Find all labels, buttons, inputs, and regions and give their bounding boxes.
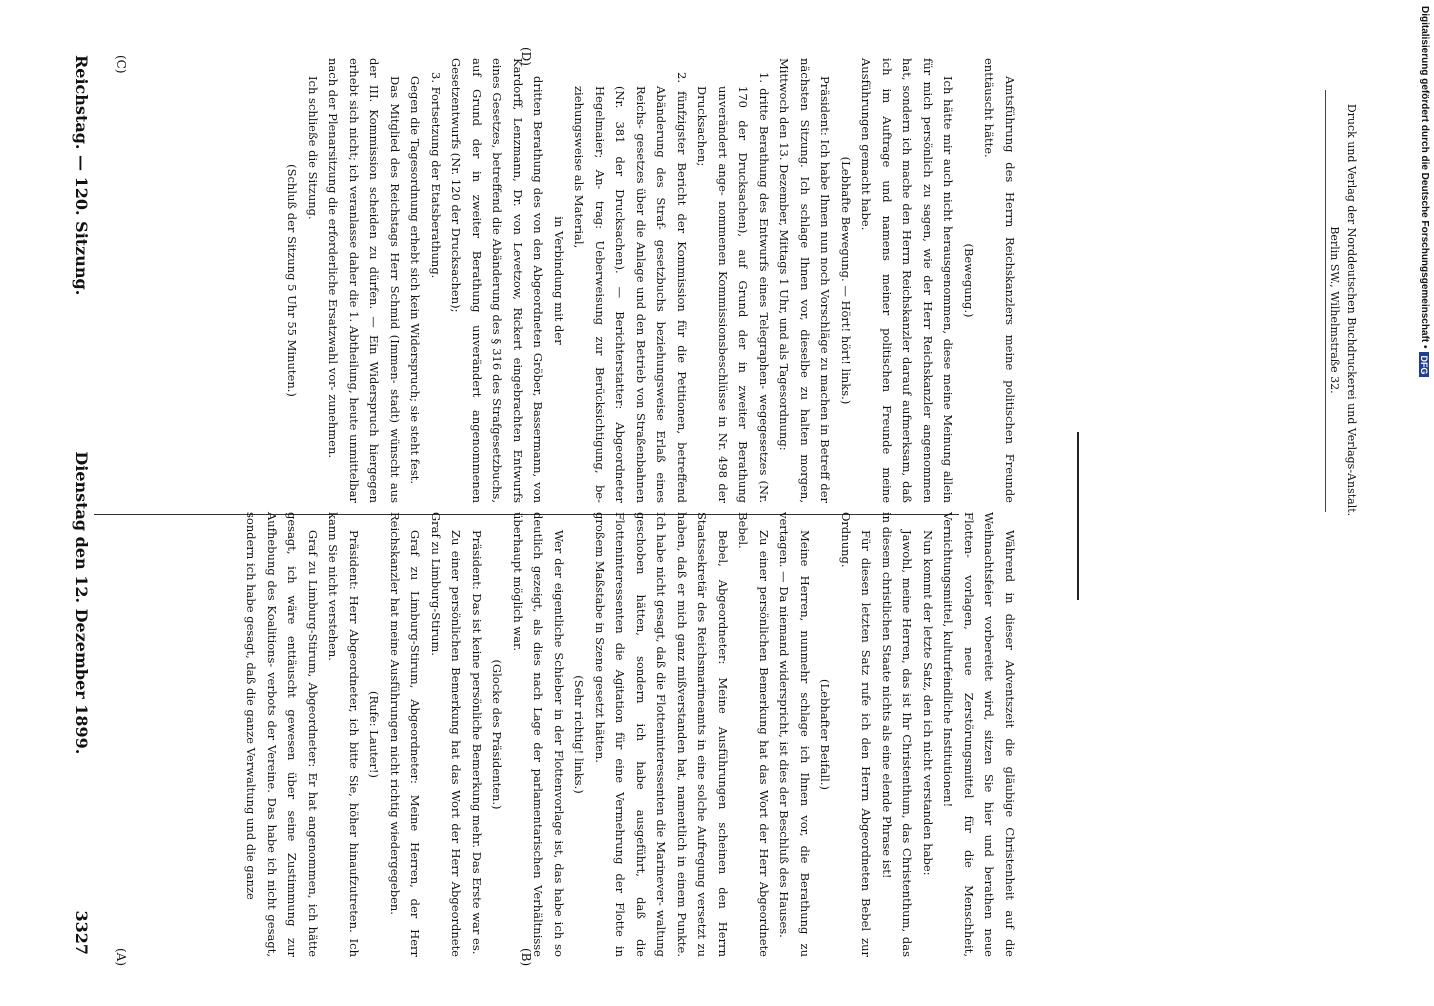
margin-mark-b: (B)	[519, 948, 533, 967]
left_column-paragraph: (Rufe: Lauter!)	[367, 690, 382, 779]
left_column-paragraph: (Sehr richtig! links.)	[572, 675, 587, 794]
digitization-note	[1419, 6, 1430, 1006]
imprint-line-2: Berlin SW., Wilhelmstraße 32.	[1328, 226, 1341, 394]
left_column-paragraph: Graf zu Limburg-Stirum, Abgeordneter: Meine Herren, der Herr Reichskanzler hat meine Ausführungen nicht richtig wiedergegeben.	[388, 512, 423, 957]
right_column-paragraph: 3. Fortsetzung der Etatsberathung.	[429, 72, 443, 279]
left_column-paragraph: Jawohl, meine Herren, das ist Ihr Christenthum, das Christenthum, das in diesem christlichen Staate nichts als eine elende Phrase ist!	[880, 512, 915, 957]
left_column-paragraph: Präsident: Herr Abgeordneter, ich bitte Sie, höher hinaufzutreten. Ich kann Sie nicht verstehen.	[326, 512, 361, 957]
left_column-paragraph: (Lebhafter Beifall.)	[818, 679, 833, 790]
right_column-paragraph: (Schluß der Sitzung 5 Uhr 55 Minuten.)	[285, 164, 300, 397]
right_column-paragraph: 2. fünfzigster Bericht der Kommission für die Petitionen, betreffend Abänderung des Straf- gesetzbuchs beziehungsweise Erlaß eines Reichs- gesetzes über die Anlage und den Betrieb von Straßenbahnen (Nr. 381 der Drucksachen). — Berichterstatter: Abgeordneter Hegelmaier; An- trag: Ueberweisung zur Berücksichtigung, be- ziehungsweise als Material,	[572, 72, 689, 503]
digitization-text: Digitalisierung gefördert durch die Deutsche Forschungsgemeinschaft •	[1419, 6, 1430, 349]
right-column-body	[285, 58, 1020, 503]
left_column-paragraph: Zu einer persönlichen Bemerkung hat das Wort der Herr Abgeordnete Bebel.	[736, 512, 771, 957]
left_column-paragraph: Zu einer persönlichen Bemerkung hat das Wort der Herr Abgeordnete Graf zu Limburg-Stirum.	[429, 512, 464, 957]
closing-rule	[1077, 432, 1079, 600]
left_column-paragraph: Bebel, Abgeordneter: Meine Ausführungen scheinen den Herrn Staatssekretär des Reichsmarineamts in eine solche Aufregung versetzt zu haben, daß er mich ganz mißverstanden hat, namentlich in einem Punkte. Ich habe nicht gesagt, daß die Flotteninteressenten die Marinever- waltung geschoben hätten, sondern ich habe ausgeführt, daß die Flotteninteressenten die Agitation für eine Vermehrung der Flotte in großem Maßstabe in Szene gesetzt hätten.	[593, 512, 730, 957]
left_column-paragraph: Während in dieser Adventszeit die gläubige Christenheit auf die Weihnachtsfeier vorbereitet wird, sitzen Sie hier und berathen neue Flotten- vorlagen, neue Zerstörungsmittel für die Menschheit, Vernichtungsmittel, kulturfeindliche Institutionen!	[941, 512, 1017, 957]
right_column-paragraph: Präsident: Ich habe Ihnen nun noch Vorschläge zu machen in Betreff der nächsten Sitzung. Ich schlage Ihnen vor, dieselbe zu halten morgen, Mittwoch den 13. Dezember, Mittags 1 Uhr, und als Tagesordnung:	[777, 58, 833, 503]
right_column-paragraph: Das Mitglied des Reichstags Herr Schmid (Immen- stadt) wünscht aus der III. Kommission scheiden zu dürfen. — Ein Widerspruch hiergegen erhebt sich nicht; ich veranlasse daher die 1. Abtheilung, heute unmittelbar nach der Plenarsitzung die erforderliche Ersatzwahl vor- zunehmen.	[326, 58, 402, 503]
margin-mark-a: (A)	[114, 948, 128, 967]
right_column-paragraph: in Verbindung mit der	[552, 216, 566, 345]
left_column-paragraph: (Glocke des Präsidenten.)	[490, 659, 505, 810]
page-number: 3327	[72, 910, 91, 955]
left_column-paragraph: Wer der eigentliche Schieber in der Flottenvorlage ist, das habe ich so deutlich gezeigt, als dies nach Lage der parlamentarischen Verhältnisse überhaupt möglich war.	[511, 512, 566, 957]
right_column-paragraph: Ich hätte mir auch nicht herausgenommen, diese meine Meinung allein für mich persönlich zu sagen, wie der Herr Reichskanzler angenommen hat, sondern ich mache den Herrn Reichskanzler darauf aufmerksam, daß ich im Auftrage und namens meiner politischen Freunde meine Ausführungen gemacht habe.	[859, 58, 956, 503]
right_column-paragraph: Gegen die Tagesordnung erhebt sich kein Widerspruch; sie steht fest.	[408, 76, 423, 484]
right_column-paragraph: Amtsführung des Herrn Reichskanzlers meine politischen Freunde enttäuscht hätte.	[982, 58, 1017, 503]
right_column-paragraph: (Lebhafte Bewegung. — Hört! hört! links.)	[839, 156, 853, 405]
header-date: Dienstag den 12. Dezember 1899.	[72, 451, 91, 755]
left_column-paragraph: Für diesen letzten Satz rufe ich den Herrn Abgeordneten Bebel zur Ordnung.	[839, 512, 874, 957]
margin-mark-d: (D)	[519, 47, 533, 66]
right_column-paragraph: Ich schließe die Sitzung.	[306, 76, 320, 220]
imprint-line-1: Druck und Verlag der Norddeutschen Buchdruckerei und Verlags-Anstalt.	[1345, 103, 1358, 517]
imprint	[1326, 90, 1360, 530]
margin-mark-c: (C)	[114, 55, 128, 74]
left_column-paragraph: Graf zu Limburg-Stirum, Abgeordneter: Er hat angenommen, ich hätte gesagt, ich wäre enttäuscht gewesen über seine Zustimmung zur Aufhebung des Koalitions- verbots der Vereine. Das habe ich nicht gesagt, sondern ich habe gesagt, daß die ganze Verwaltung und die ganze	[244, 512, 320, 957]
header-left: Reichstag. — 120. Sitzung.	[72, 55, 91, 296]
running-header	[62, 55, 92, 955]
left_column-paragraph: Präsident: Das ist keine persönliche Bemerkung mehr. Das Erste war es.	[470, 530, 484, 955]
right_column-paragraph: (Bewegung.)	[962, 243, 976, 318]
left_column-paragraph: Meine Herren, nunmehr schlage ich Ihnen vor, die Berathung zu vertagen. — Da niemand widerspricht, ist dies der Beschluß des Hauses.	[777, 512, 812, 957]
left_column-paragraph: Nun kommt der letzte Satz, den ich nicht verstanden habe:	[921, 530, 935, 876]
dfg-logo: DFG	[1420, 352, 1430, 377]
left-column-body	[244, 512, 1020, 957]
right_column-paragraph: 1. dritte Berathung des Entwurfs eines Telegraphen- wegegesetzes (Nr. 170 der Drucksachen), auf Grund der in zweiter Berathung unverändert ange- nommenen Kommissionsbeschlüsse in Nr. 498 der Drucksachen;	[695, 72, 771, 503]
right_column-paragraph: dritten Berathung des von den Abgeordneten Gröber, Bassermann, von Kardorff, Lenzmann, Dr. von Levetzow, Rickert eingebrachten Entwurfs eines Gesetzes, betreffend die Abänderung des § 316 des Strafgesetzbuchs, auf Grund der in zweiter Berathung unverändert angenommenen Gesetzentwurfs (Nr. 120 der Drucksachen);	[449, 58, 546, 503]
